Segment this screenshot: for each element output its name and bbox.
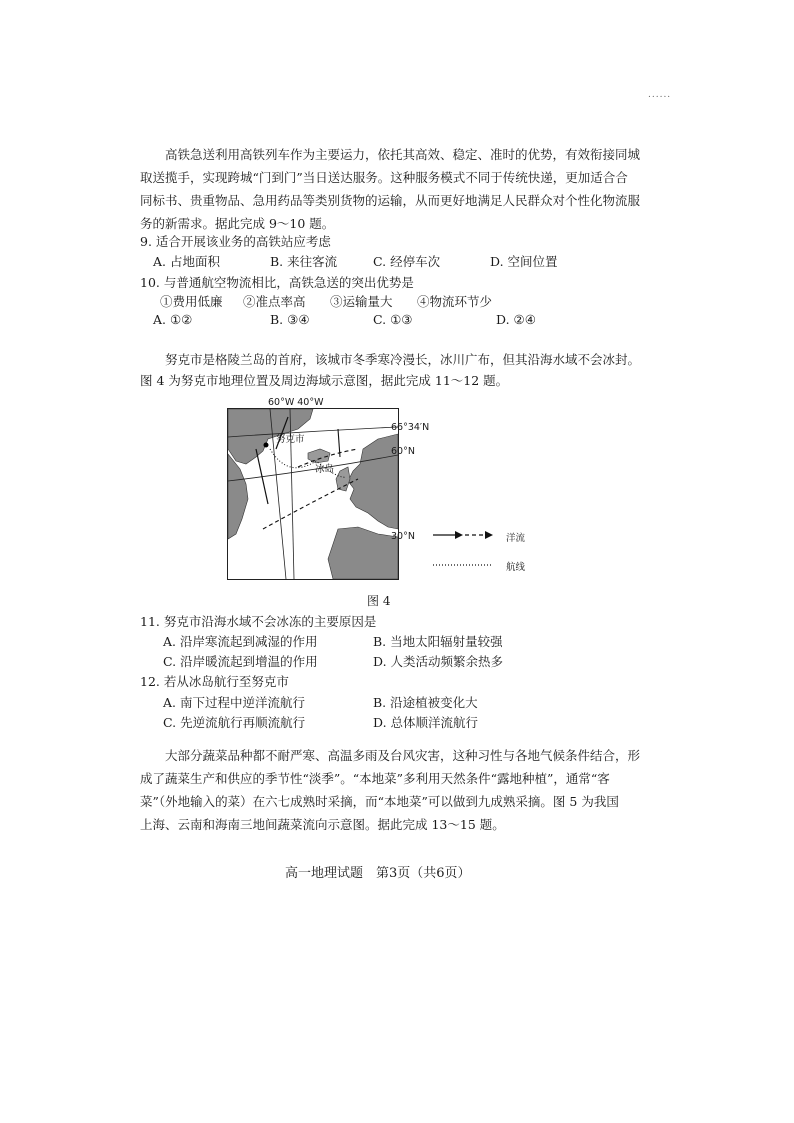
- question-10-option-d: D. ②④: [496, 312, 536, 327]
- question-10-stem: 10. 与普通航空物流相比，高铁急送的突出优势是: [140, 275, 414, 290]
- question-9-option-d: D. 空间位置: [490, 254, 558, 269]
- map-60n-label: 60°N: [391, 446, 415, 457]
- question-10-item-4: ④物流环节少: [417, 294, 493, 309]
- passage-1-line: 取送揽手，实现跨城“门到门”当日送达服务。这种服务模式不同于传统快递，更加适合合: [140, 170, 628, 185]
- passage-1-line: 务的新需求。据此完成 9～10 题。: [140, 216, 335, 231]
- question-12-option-b: B. 沿途植被变化大: [373, 695, 478, 710]
- map-drawing: [228, 409, 398, 579]
- question-12-stem: 12. 若从冰岛航行至努克市: [140, 674, 289, 689]
- passage-3-line: 上海、云南和海南三地间蔬菜流向示意图。据此完成 13～15 题。: [140, 817, 505, 832]
- question-10-option-a: A. ①②: [153, 312, 193, 327]
- passage-3: [140, 744, 660, 836]
- north-america-landmass: [228, 454, 248, 539]
- passage-1-line: 同标书、贵重物品、急用药品等类别货物的运输，从而更好地满足人民群众对个性化物流服: [140, 193, 641, 208]
- map-iceland-label: 冰岛: [315, 464, 335, 475]
- legend-current-label: 洋流: [506, 533, 526, 544]
- passage-1: [140, 143, 660, 235]
- passage-1-line: 高铁急送利用高铁列车作为主要运力，依托其高效、稳定、准时的优势，有效衔接同城: [165, 147, 641, 162]
- british-isles-landmass: [336, 467, 350, 491]
- question-10-item-2: ②准点率高: [243, 294, 306, 309]
- legend-route-label: 航线: [506, 562, 526, 573]
- question-9-option-a: A. 占地面积: [153, 254, 220, 269]
- nuuk-point: [264, 443, 269, 448]
- question-11-option-a: A. 沿岸寒流起到减湿的作用: [163, 634, 318, 649]
- map-city-label: 努克市: [276, 434, 305, 445]
- passage-2-line: 努克市是格陵兰岛的首府，该城市冬季寒冷漫长，冰川广布，但其沿海水域不会冰封。: [165, 352, 641, 367]
- question-10-item-1: ①费用低廉: [160, 294, 223, 309]
- question-11-option-c: C. 沿岸暖流起到增温的作用: [163, 654, 318, 669]
- question-12-option-a: A. 南下过程中逆洋流航行: [163, 695, 305, 710]
- passage-2: [140, 349, 660, 391]
- question-11-stem: 11. 努克市沿海水域不会冰冻的主要原因是: [140, 614, 377, 629]
- question-9-stem: 9. 适合开展该业务的高铁站应考虑: [140, 234, 331, 249]
- question-9-option-b: B. 来往客流: [270, 254, 338, 269]
- question-10-item-3: ③运输量大: [330, 294, 393, 309]
- map-figure-4: [227, 408, 399, 580]
- passage-2-line: 图 4 为努克市地理位置及周边海域示意图，据此完成 11～12 题。: [140, 373, 509, 388]
- map-30n-label: 30°N: [391, 531, 415, 542]
- figure-4-caption: 图 4: [367, 594, 391, 608]
- map-longitude-label: 60°W 40°W: [268, 397, 324, 408]
- question-9-option-c: C. 经停车次: [373, 254, 441, 269]
- question-12-option-d: D. 总体顺洋流航行: [373, 715, 479, 730]
- page-footer: 高一地理试题 第3页（共6页）: [285, 866, 471, 881]
- question-10-option-b: B. ③④: [270, 312, 310, 327]
- question-10-option-c: C. ①③: [373, 312, 413, 327]
- question-12-option-c: C. 先逆流航行再顺流航行: [163, 715, 306, 730]
- map-arctic-circle-label: 66°34′N: [391, 422, 430, 433]
- question-11-option-b: B. 当地太阳辐射量较强: [373, 634, 503, 649]
- passage-3-line: 成了蔬菜生产和供应的季节性“淡季”。“本地菜”多利用天然条件“露地种植”，通常“客: [140, 771, 610, 786]
- question-11-option-d: D. 人类活动频繁余热多: [373, 654, 504, 669]
- legend-current-symbol: [433, 530, 493, 540]
- corner-mark: ......: [648, 90, 672, 100]
- africa-landmass: [328, 527, 398, 579]
- passage-3-line: 大部分蔬菜品种都不耐严寒、高温多雨及台风灾害，这种习性与各地气候条件结合，形: [165, 748, 641, 763]
- legend-route-symbol: [433, 562, 493, 568]
- passage-3-line: 菜”（外地输入的菜）在六七成熟时采摘，而“本地菜”可以做到九成熟采摘。图 5 为我国: [140, 794, 619, 809]
